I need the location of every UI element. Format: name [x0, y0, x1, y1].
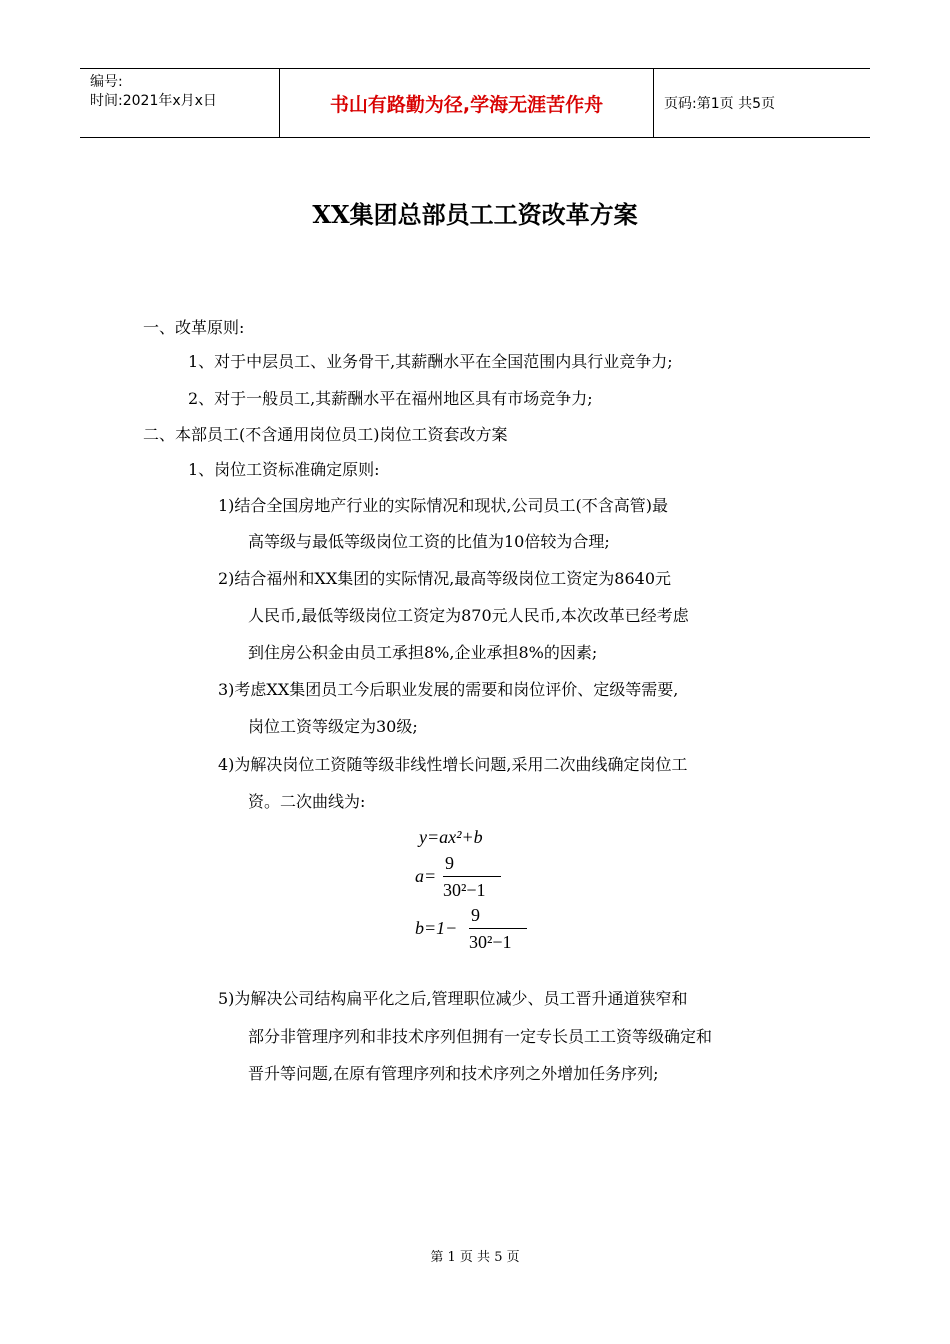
document-header [80, 68, 870, 138]
formula-b-denominator: 30²−1 [469, 932, 512, 952]
header-motto: 书山有路勤为径,学海无涯苦作舟 [280, 69, 654, 137]
section-2-heading: 二、本部员工(不含通用岗位员工)岗位工资套改方案 [143, 425, 508, 444]
time-label: 时间:2021年x月x日 [90, 93, 217, 109]
formula-b-numerator: 9 [471, 905, 480, 925]
principle-5-line-2: 部分非管理序列和非技术序列但拥有一定专长员工工资等级确定和 [248, 1027, 713, 1046]
principle-4-line-1: 4)为解决岗位工资随等级非线性增长问题,采用二次曲线确定岗位工 [218, 755, 688, 774]
document-title: XX集团总部员工工资改革方案 [312, 200, 638, 229]
principle-3-line-1: 3)考虑XX集团员工今后职业发展的需要和岗位评价、定级等需要, [218, 680, 679, 699]
section-1-heading: 一、改革原则: [143, 318, 245, 337]
section-1-item-2: 2、对于一般员工,其薪酬水平在福州地区具有市场竞争力; [188, 389, 593, 408]
formula-b-fraction-bar [469, 928, 527, 929]
formula-a-numerator: 9 [445, 853, 454, 873]
principle-1-line-1: 1)结合全国房地产行业的实际情况和现状,公司员工(不含高管)最 [218, 496, 668, 515]
formula-a-lhs: a= [415, 866, 437, 886]
formula-a-fraction-bar [443, 876, 501, 877]
header-page-info: 页码:第1页 共5页 [664, 96, 775, 112]
principle-5-line-3: 晋升等问题,在原有管理序列和技术序列之外增加任务序列; [248, 1064, 659, 1083]
section-1-item-1: 1、对于中层员工、业务骨干,其薪酬水平在全国范围内具行业竞争力; [188, 352, 673, 371]
principle-5-line-1: 5)为解决公司结构扁平化之后,管理职位减少、员工晋升通道狭窄和 [218, 989, 688, 1008]
principle-3-line-2: 岗位工资等级定为30级; [248, 717, 418, 736]
formula-b-lhs: b=1− [415, 918, 458, 938]
quadratic-formula [415, 824, 555, 964]
header-meta [80, 69, 280, 137]
principle-2-line-1: 2)结合福州和XX集团的实际情况,最高等级岗位工资定为8640元 [218, 569, 672, 588]
formula-a-denominator: 30²−1 [443, 880, 486, 900]
page-footer: 第 1 页 共 5 页 [430, 1250, 520, 1265]
principle-2-line-3: 到住房公积金由员工承担8%,企业承担8%的因素; [248, 643, 598, 662]
principle-2-line-2: 人民币,最低等级岗位工资定为870元人民币,本次改革已经考虑 [248, 606, 689, 625]
principle-4-line-2: 资。二次曲线为: [248, 792, 366, 811]
principle-1-line-2: 高等级与最低等级岗位工资的比值为10倍较为合理; [248, 532, 610, 551]
number-label: 编号: [90, 74, 123, 90]
section-2-subheading: 1、岗位工资标准确定原则: [188, 460, 380, 479]
formula-line-1: y=ax²+b [419, 827, 483, 847]
